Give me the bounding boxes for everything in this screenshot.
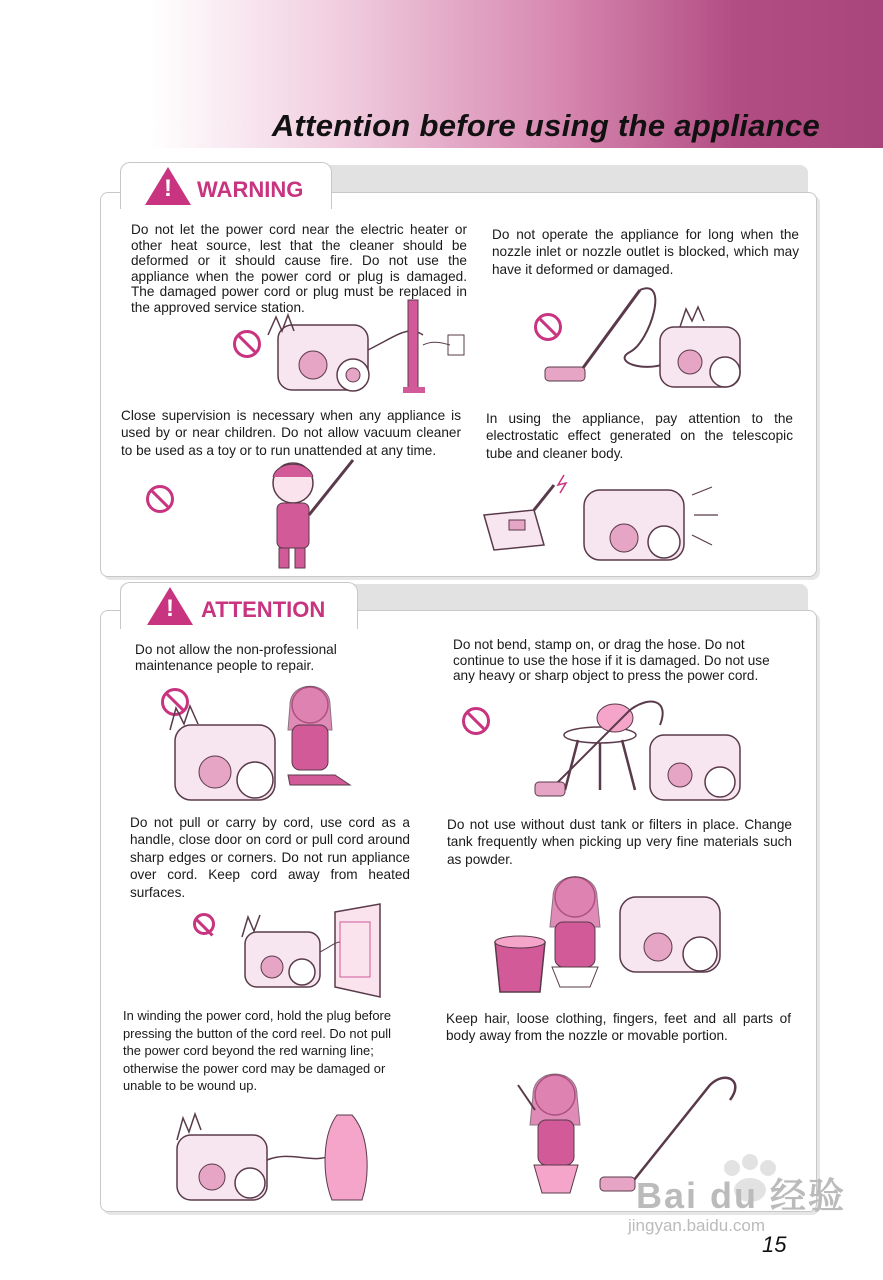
prohibited-icon [462,707,490,735]
repair-illustration [160,680,360,810]
attention-text-2: Do not bend, stamp on, or drag the hose. Do not continue to use the hose if it is damaged. Do not use any heavy or sharp object to press the power cord. [453,637,770,684]
prohibited-icon [233,330,261,358]
dust-tank-illustration [490,872,755,997]
warning-label: WARNING [197,177,304,202]
warning-text-4: In using the appliance, pay attention to the electrostatic effect generated on the telescopic tube and cleaner body. [486,411,793,461]
attention-text-5: In winding the power cord, hold the plug before pressing the button of the cord reel. Do not pull the power cord beyond the red warning line; otherwise the power cord may be damaged or unable to be wound up. [123,1008,392,1094]
warning-text-3: Close supervision is necessary when any appliance is used by or near children. Do not allow vacuum cleaner to be used as a toy or to run unattended at any time. [121,408,461,458]
warning-text-1: Do not let the power cord near the electric heater or other heat source, lest that the cleaner should be deformed or it should cause fire. Do not use the appliance when the power cord or plug is damaged. The damaged power cord or plug must be replaced in the approved service station. [131,222,467,315]
electrostatic-illustration [474,470,729,565]
attention-tab: ! ATTENTION [120,582,358,629]
attention-text-6: Keep hair, loose clothing, fingers, feet and all parts of body away from the nozzle or movable portion. [446,1011,791,1044]
prohibited-icon [193,913,215,935]
watermark-brand: Bai du 经验 [636,1175,847,1216]
attention-label: ATTENTION [201,597,326,622]
child-illustration [265,455,365,575]
vacuum-heater-illustration [258,295,473,400]
prohibited-icon [146,485,174,513]
watermark-url: jingyan.baidu.com [628,1216,766,1235]
cord-door-illustration [240,902,385,1002]
warning-text-2: Do not operate the appliance for long when the nozzle inlet or nozzle outlet is blocked, which may have it deformed or damaged. [492,227,799,277]
hose-stool-illustration [520,690,770,805]
warning-tab: ! WARNING [120,162,332,209]
attention-text-4: Do not use without dust tank or filters in place. Change tank frequently when picking up very fine materials such as powder. [447,817,792,867]
cord-reel-illustration [172,1105,372,1205]
blocked-nozzle-illustration [540,282,760,397]
page-title: Attention before using the appliance [271,108,820,143]
attention-text-1: Do not allow the non-professional maintenance people to repair. [135,642,337,673]
page-number: 15 [762,1232,787,1257]
attention-text-3: Do not pull or carry by cord, use cord as a handle, close door on cord or pull cord around sharp edges or corners. Do not run appliance over cord. Keep cord away from heated surfaces. [130,815,410,900]
